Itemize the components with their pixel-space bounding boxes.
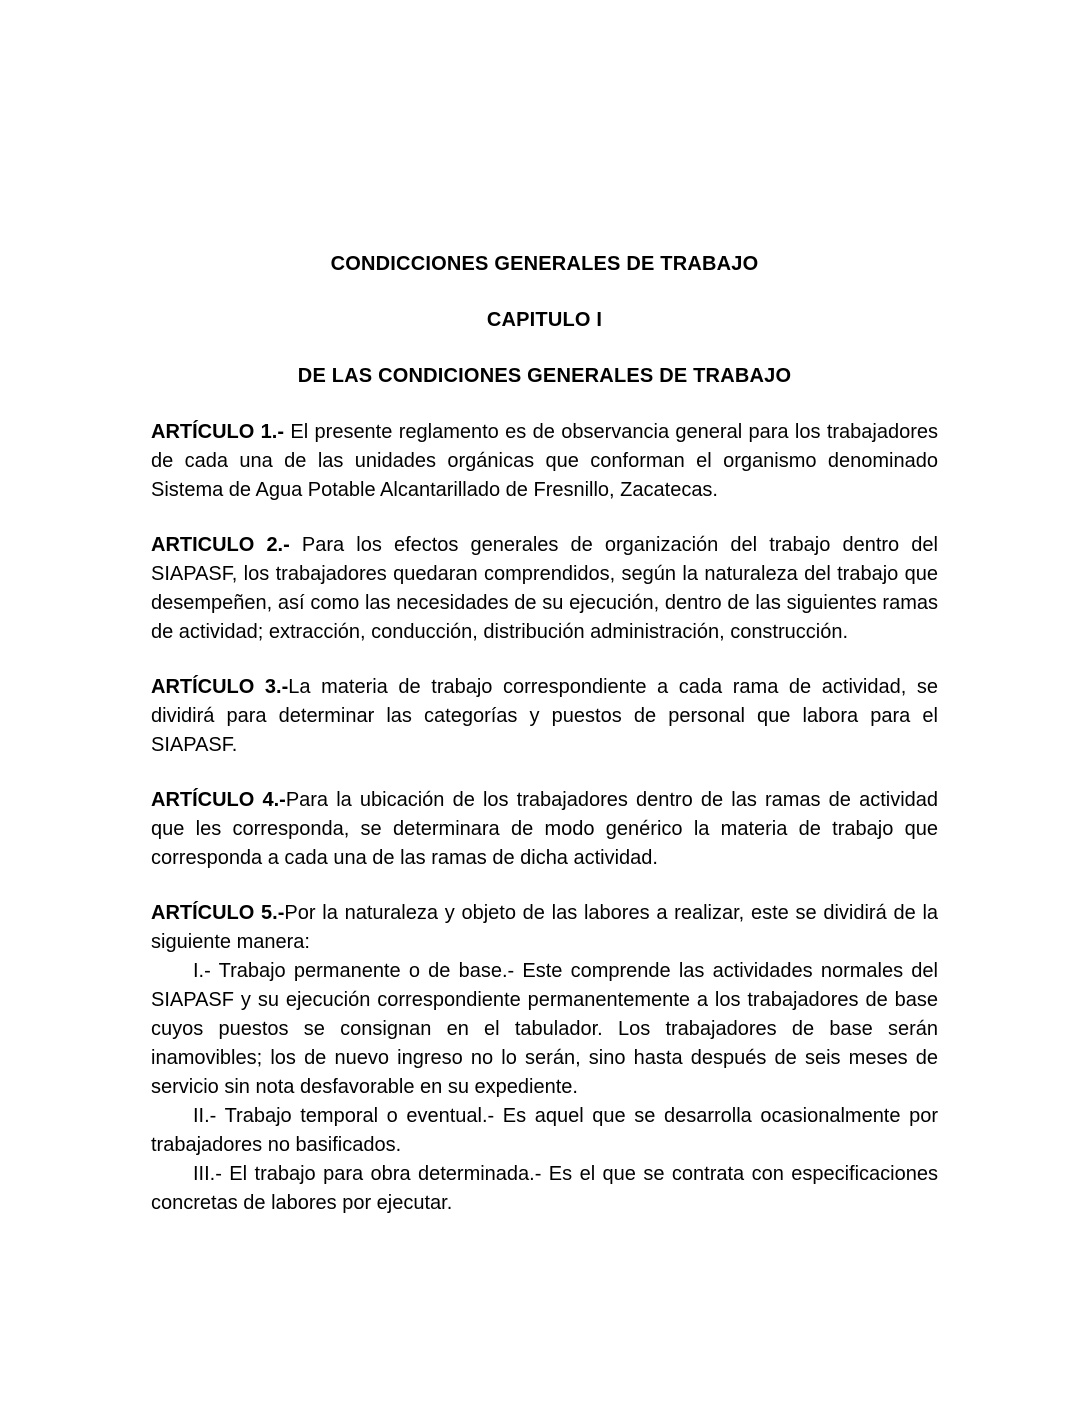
article-5-item-1: I.- Trabajo permanente o de base.- Este comprende las actividades normales del SIAPASF y su ejecución correspondiente permanentemente a los trabajadores de base cuyos puestos se consignan en el tabulador. Los trabajadores de base serán inamovibles; los de nuevo ingreso no lo serán, sino hasta después de seis meses de servicio sin nota desfavorable en su expediente. xyxy=(151,960,938,1098)
chapter-subtitle: DE LAS CONDICIONES GENERALES DE TRABAJO xyxy=(297,365,792,387)
article-1-text: El presente reglamento es de observancia general para los trabajadores de cada una de las unidades orgánicas que conforman el organismo denominado Sistema de Agua Potable Alcantarillado de Fresnillo, Zacatecas. xyxy=(151,421,939,501)
article-1-label: ARTÍCULO 1.- xyxy=(151,421,285,443)
article-5-paragraph xyxy=(151,899,938,957)
article-4-paragraph xyxy=(151,786,938,873)
article-2-label: ARTICULO 2.- xyxy=(151,534,290,556)
article-5-label: ARTÍCULO 5.- xyxy=(151,902,285,924)
article-3-paragraph xyxy=(151,673,938,760)
article-1-paragraph xyxy=(151,418,938,505)
document-title: CONDICCIONES GENERALES DE TRABAJO xyxy=(330,253,759,275)
document-content xyxy=(151,250,938,1218)
article-2-text: Para los efectos generales de organización del trabajo dentro del SIAPASF, los trabajadores quedaran comprendidos, según la naturaleza del trabajo que desempeñen, así como las necesidades de su ejecución, dentro de las siguientes ramas de actividad; extracción, conducción, distribución administración, construcción. xyxy=(151,534,938,643)
article-5-item-3: III.- El trabajo para obra determinada.- Es el que se contrata con especificaciones concretas de labores por ejecutar. xyxy=(151,1163,938,1214)
article-5-item-2: II.- Trabajo temporal o eventual.- Es aquel que se desarrolla ocasionalmente por trabajadores no basificados. xyxy=(151,1105,938,1156)
article-4-text: Para la ubicación de los trabajadores dentro de las ramas de actividad que les corresponda, se determinara de modo genérico la materia de trabajo que corresponda a cada una de las ramas de dicha actividad. xyxy=(151,789,939,869)
article-2-paragraph xyxy=(151,531,938,647)
article-5-text: Por la naturaleza y objeto de las labores a realizar, este se dividirá de la siguiente manera: xyxy=(151,902,939,953)
article-3-text: La materia de trabajo correspondiente a cada rama de actividad, se dividirá para determinar las categorías y puestos de personal que labora para el SIAPASF. xyxy=(151,676,938,756)
chapter-heading: CAPITULO I xyxy=(486,309,603,331)
article-4-label: ARTÍCULO 4.- xyxy=(151,789,286,811)
article-3-label: ARTÍCULO 3.- xyxy=(151,676,289,698)
